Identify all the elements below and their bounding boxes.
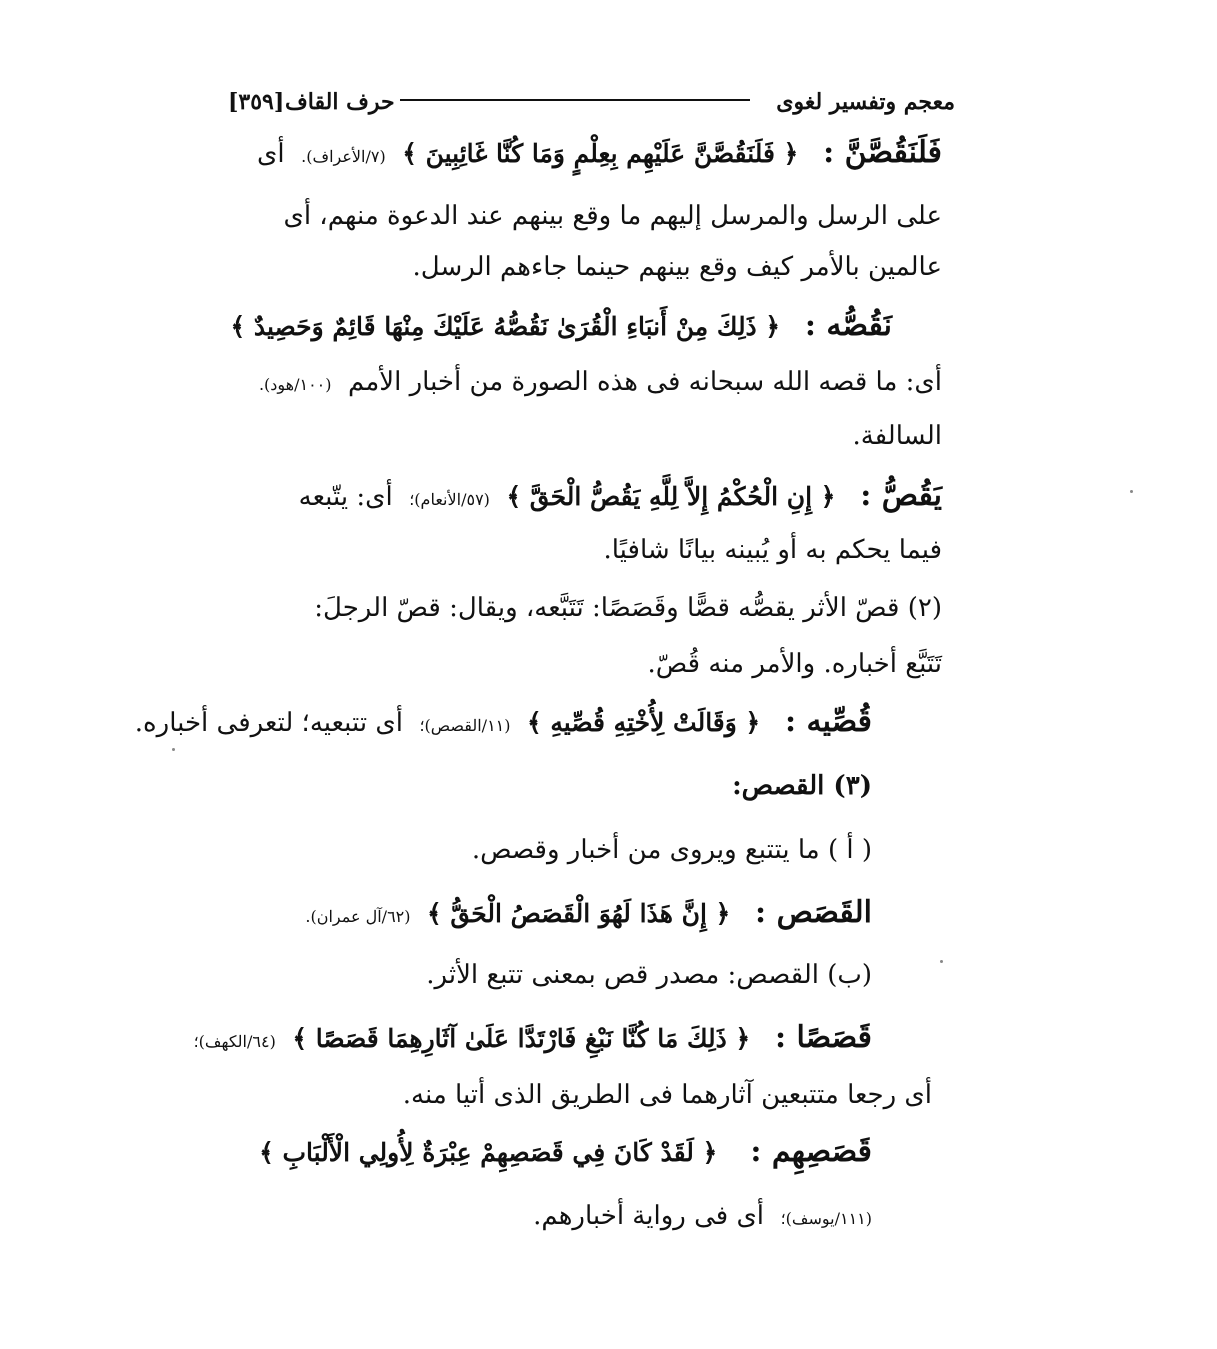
entry-qasasan (194, 1018, 872, 1062)
scan-speck (940, 960, 943, 963)
header-rule (400, 99, 750, 101)
entry-yaqussu (299, 476, 942, 520)
verse-reference: (٦٢/آل عمران). (305, 907, 411, 926)
page-number: [٣٥٩] (228, 89, 285, 115)
verse-reference: (١١/القصص)؛ (419, 716, 511, 735)
verse-reference: (٥٧/الأنعام)؛ (409, 490, 490, 509)
running-header-book-title: معجم وتفسير لغوى (776, 89, 955, 115)
gloss-text: أى: ما قصه الله سبحانه فى هذه الصورة من أخبار الأمم (348, 367, 942, 397)
headword: نَقُصُّه : (804, 308, 892, 343)
quran-quote: ﴿ لَقَدْ كَانَ فِي قَصَصِهِمْ عِبْرَةٌ لِأُولِي الْأَلْبَابِ ﴾ (259, 1138, 718, 1167)
verse-reference: (٦٤/الكهف)؛ (193, 1032, 276, 1051)
gloss-text: أى: يتّبعه (298, 482, 393, 512)
subsection-b: (ب) القصص: مصدر قص بمعنى تتبع الأثر. (426, 960, 872, 990)
quran-quote: ﴿ ذَلِكَ مَا كُنَّا نَبْغِ فَارْتَدَّا عَلَىٰ آثَارِهِمَا قَصَصًا ﴾ (292, 1024, 751, 1053)
scan-speck (1130, 490, 1133, 493)
gloss-line: فيما يحكم به أو يُبينه بيانًا شافيًا. (603, 535, 942, 565)
entry-qasasihim (259, 1132, 872, 1173)
headword: فَلَنَقُصَّنَّ : (823, 135, 942, 170)
gloss-line: أى رجعا متتبعين آثارهما فى الطريق الذى أتيا منه. (402, 1080, 932, 1110)
gloss-line (533, 1196, 872, 1239)
quran-quote: ﴿ إِنَّ هَذَا لَهُوَ الْقَصَصُ الْحَقُّ ﴾ (427, 899, 731, 928)
gloss-line: على الرسل والمرسل إليهم ما وقع بينهم عند الدعوة منهم، أى (283, 201, 942, 231)
quran-quote: ﴿ إِنِ الْحُكْمُ إِلاَّ لِلَّهِ يَقُصُّ الْحَقَّ ﴾ (506, 482, 836, 511)
headword: يَقُصُّ : (860, 478, 942, 513)
subsection-a: ( أ ) ما يتتبع ويروى من أخبار وقصص. (471, 835, 872, 865)
entry-alqasas (305, 893, 872, 937)
section-2-line: (٢) قصّ الأثر يقصُّه قصًّا وقَصَصًا: تَتَبَّعه، ويقال: قصّ الرجلَ: (314, 593, 942, 623)
headword: القَصَص : (755, 895, 872, 930)
gloss-text: أى فى رواية أخبارهم. (533, 1201, 765, 1231)
quran-quote: ﴿ وَقَالَتْ لِأُخْتِهِ قُصِّيهِ ﴾ (527, 708, 761, 737)
running-header-letter: حرف القاف (285, 89, 395, 115)
entry-naqussuhu (230, 306, 892, 347)
gloss-line: عالمين بالأمر كيف وقع بينهم حينما جاءهم الرسل. (412, 252, 942, 282)
gloss-line (259, 362, 942, 405)
section-3-heading: (٣) القصص: (732, 771, 872, 801)
entry-qussihi (135, 702, 872, 746)
headword: قَصَصًا : (774, 1020, 872, 1055)
verse-reference: (١١١/يوسف)؛ (780, 1209, 872, 1228)
headword: قَصَصِهِم : (750, 1134, 872, 1169)
entry-falanaqussanna (257, 133, 942, 177)
verse-reference: (١٠٠/هود). (258, 375, 332, 394)
scan-speck (172, 748, 175, 751)
gloss-line: السالفة. (852, 421, 942, 451)
section-2-line: تَتَبَّع أخباره. والأمر منه قُصّ. (647, 649, 942, 679)
headword: قُصِّيه : (784, 704, 872, 739)
gloss-text: أى (257, 139, 285, 169)
quran-quote: ﴿ فَلَنَقُصَّنَّ عَلَيْهِم بِعِلْمٍ وَمَا كُنَّا غَائِبِينَ ﴾ (402, 139, 799, 168)
quran-quote: ﴿ ذَلِكَ مِنْ أَنبَاءِ الْقُرَىٰ نَقُصُّهُ عَلَيْكَ مِنْهَا قَائِمٌ وَحَصِيدٌ ﴾ (230, 312, 781, 341)
gloss-text: أى تتبعيه؛ لتعرفى أخباره. (134, 708, 403, 738)
verse-reference: (٧/الأعراف). (301, 147, 386, 166)
